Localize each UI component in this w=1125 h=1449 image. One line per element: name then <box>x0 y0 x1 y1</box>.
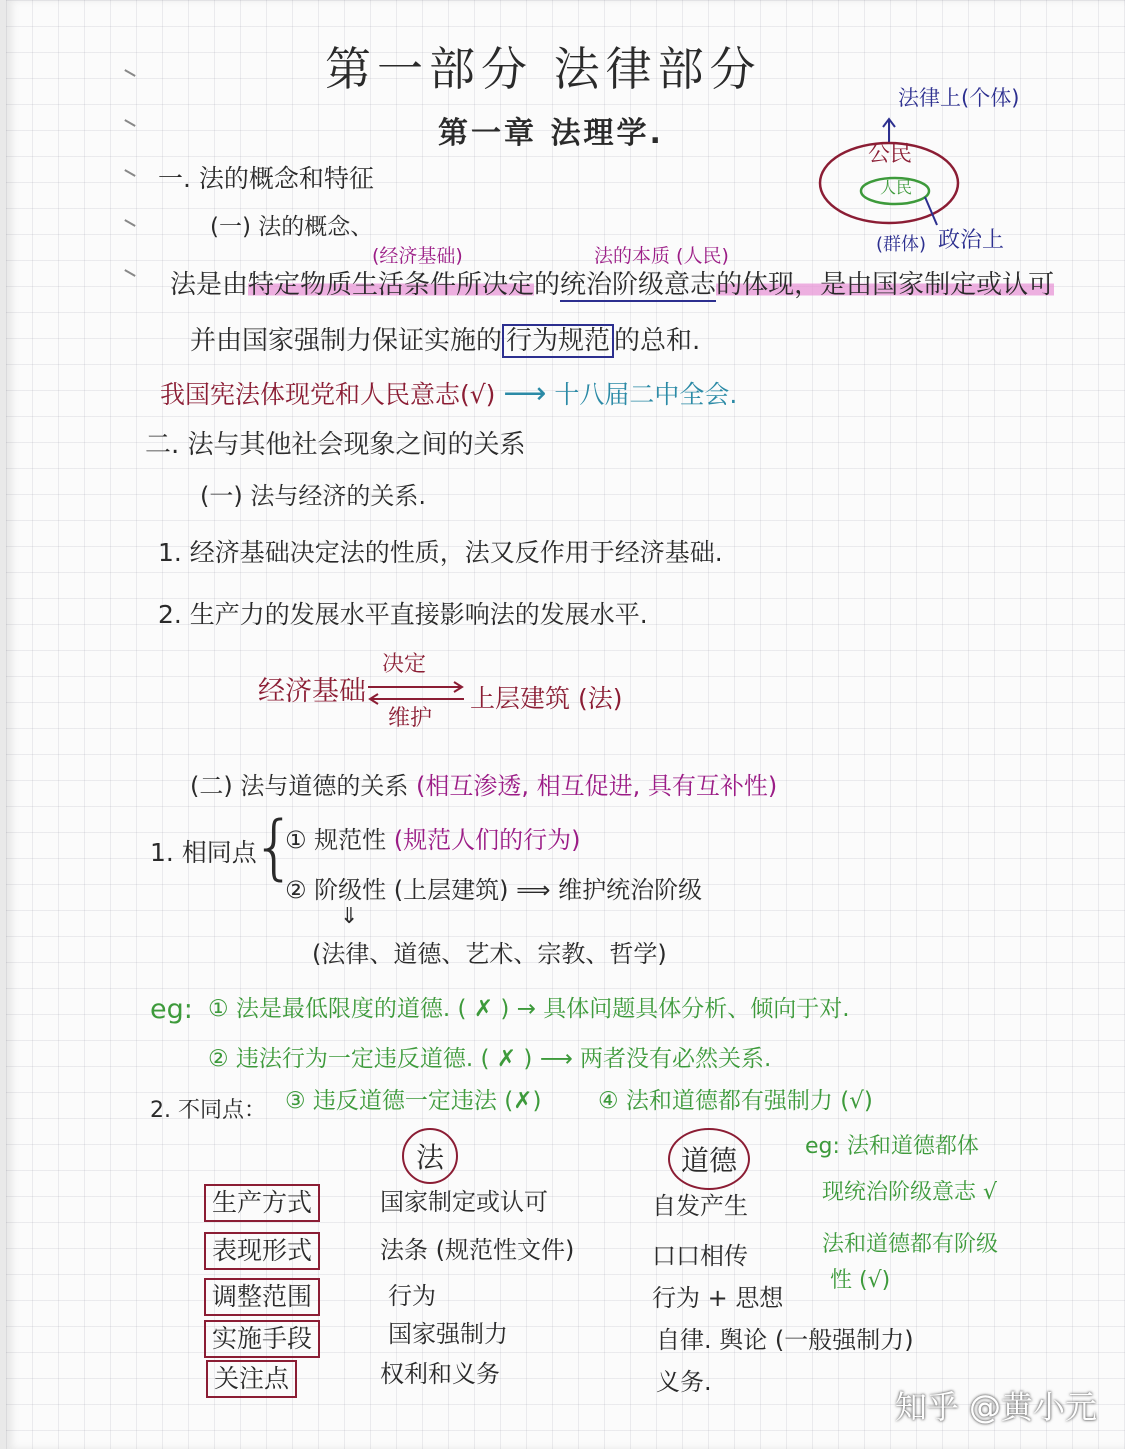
section1-heading: 一. 法的概念和特征 <box>158 164 374 193</box>
economic-base-label: 经济基础 <box>258 676 366 707</box>
side-note-2b: 性 (√) <box>830 1268 891 1293</box>
diagram-inner-label: 人民 <box>880 178 913 197</box>
same-point-1 <box>285 826 581 855</box>
example-1: ① 法是最低限度的道德. ( ✗ ) → 具体问题具体分析、倾向于对. <box>208 996 850 1022</box>
diagram-outer-label: 公民 <box>868 142 913 167</box>
maintain-label: 维护 <box>388 706 433 731</box>
arrow-right-icon: ⟶ <box>503 376 547 411</box>
row-law-production: 国家制定或认可 <box>380 1188 548 1216</box>
part-title: 第一部分 法律部分 <box>325 42 762 96</box>
def-boxed: 行为规范 <box>502 324 614 358</box>
side-note-1b: 现统治阶级意志 √ <box>822 1180 998 1205</box>
superstructure-label: 上层建筑 (法) <box>470 684 623 713</box>
different-points-label: 2. 不同点： <box>150 1098 266 1123</box>
def-underlined: 统治阶级意志 <box>560 270 717 300</box>
definition-line1 <box>170 270 1054 301</box>
section2-item2: 2. 生产力的发展水平直接影响法的发展水平. <box>158 600 648 629</box>
row-law-focus: 权利和义务 <box>380 1360 500 1388</box>
law-header-text: 法 <box>415 1141 444 1174</box>
example-3: ③ 违反道德一定违法 (✗) <box>285 1088 542 1114</box>
morality-column-header <box>668 1128 750 1190</box>
same1-note: (规范人们的行为) <box>393 826 581 854</box>
morality-header-text: 道德 <box>680 1144 737 1177</box>
diagram-left-label: (群体) <box>876 234 927 255</box>
row-moral-means: 自律. 舆论 (一般强制力) <box>656 1326 914 1354</box>
same-point-2-list: (法律、道德、艺术、宗教、哲学) <box>312 940 667 968</box>
annotation-essence: 法的本质 (人民) <box>594 245 729 267</box>
row-moral-production: 自发产生 <box>652 1192 748 1220</box>
def-text: 法是由 <box>170 270 249 300</box>
note-teal: 十八届二中全会. <box>554 380 738 409</box>
diagram-top-label: 法律上(个体) <box>898 86 1020 110</box>
section2-item1: 1. 经济基础决定法的性质，法又反作用于经济基础. <box>158 538 723 567</box>
law-column-header <box>402 1128 458 1184</box>
def-text: 的 <box>534 270 561 300</box>
def-text: 并由国家强制力保证实施的 <box>190 326 503 356</box>
row-label-focus: 关注点 <box>206 1360 297 1398</box>
row-law-means: 国家强制力 <box>388 1320 508 1348</box>
row-law-form: 法条 (规范性文件) <box>380 1236 575 1264</box>
definition-line2 <box>190 326 700 357</box>
row-label-form: 表现形式 <box>204 1232 320 1270</box>
example-4: ④ 法和道德都有强制力 (√) <box>598 1088 873 1114</box>
def-text-highlight: 的体现，是由国家制定或认可 <box>716 270 1055 300</box>
same-point-2: ② 阶级性 (上层建筑) ⟹ 维护统治阶级 <box>285 876 703 904</box>
brace-icon: { <box>252 806 297 888</box>
section2-heading: 二. 法与其他社会现象之间的关系 <box>145 430 526 460</box>
same1-text: ① 规范性 <box>285 826 387 854</box>
side-note-2a: 法和道德都有阶级 <box>822 1232 999 1257</box>
decide-label: 决定 <box>382 652 427 677</box>
section2-sub2-note: (相互渗透, 相互促进, 具有互补性) <box>416 772 778 800</box>
annotation-economic-base: (经济基础) <box>372 245 463 267</box>
def-highlight: 特定物质生活条件所决定 <box>248 270 535 300</box>
row-label-scope: 调整范围 <box>204 1278 320 1316</box>
eg-label: eg: <box>150 994 193 1025</box>
section2-sub2-line <box>190 772 777 801</box>
chapter-title: 第一章 法理学. <box>438 116 664 151</box>
zhihu-watermark: 知乎 @黄小元 <box>894 1388 1097 1426</box>
row-moral-focus: 义务. <box>656 1368 712 1396</box>
row-label-production: 生产方式 <box>204 1184 320 1222</box>
down-arrow-icon: ⇓ <box>340 904 359 929</box>
same-points-label: 1. 相同点 <box>150 838 257 867</box>
def-text: 的总和. <box>614 326 701 356</box>
row-moral-scope: 行为 + 思想 <box>652 1284 784 1312</box>
diagram-right-label: 政治上 <box>938 228 1005 253</box>
double-arrow-icon <box>364 680 468 706</box>
side-note-1a: eg: 法和道德都体 <box>805 1134 979 1159</box>
section1-sub1: (一) 法的概念、 <box>210 214 374 240</box>
row-label-means: 实施手段 <box>204 1320 320 1358</box>
example-2: ② 违法行为一定违反道德. ( ✗ ) ⟶ 两者没有必然关系. <box>208 1046 772 1072</box>
constitution-note <box>160 376 737 412</box>
section2-sub2: (二) 法与道德的关系 <box>190 772 409 800</box>
note-red: 我国宪法体现党和人民意志(√) <box>160 380 496 409</box>
section2-sub1: (一) 法与经济的关系. <box>200 482 426 510</box>
row-law-scope: 行为 <box>388 1282 436 1310</box>
row-moral-form: 口口相传 <box>652 1242 748 1270</box>
